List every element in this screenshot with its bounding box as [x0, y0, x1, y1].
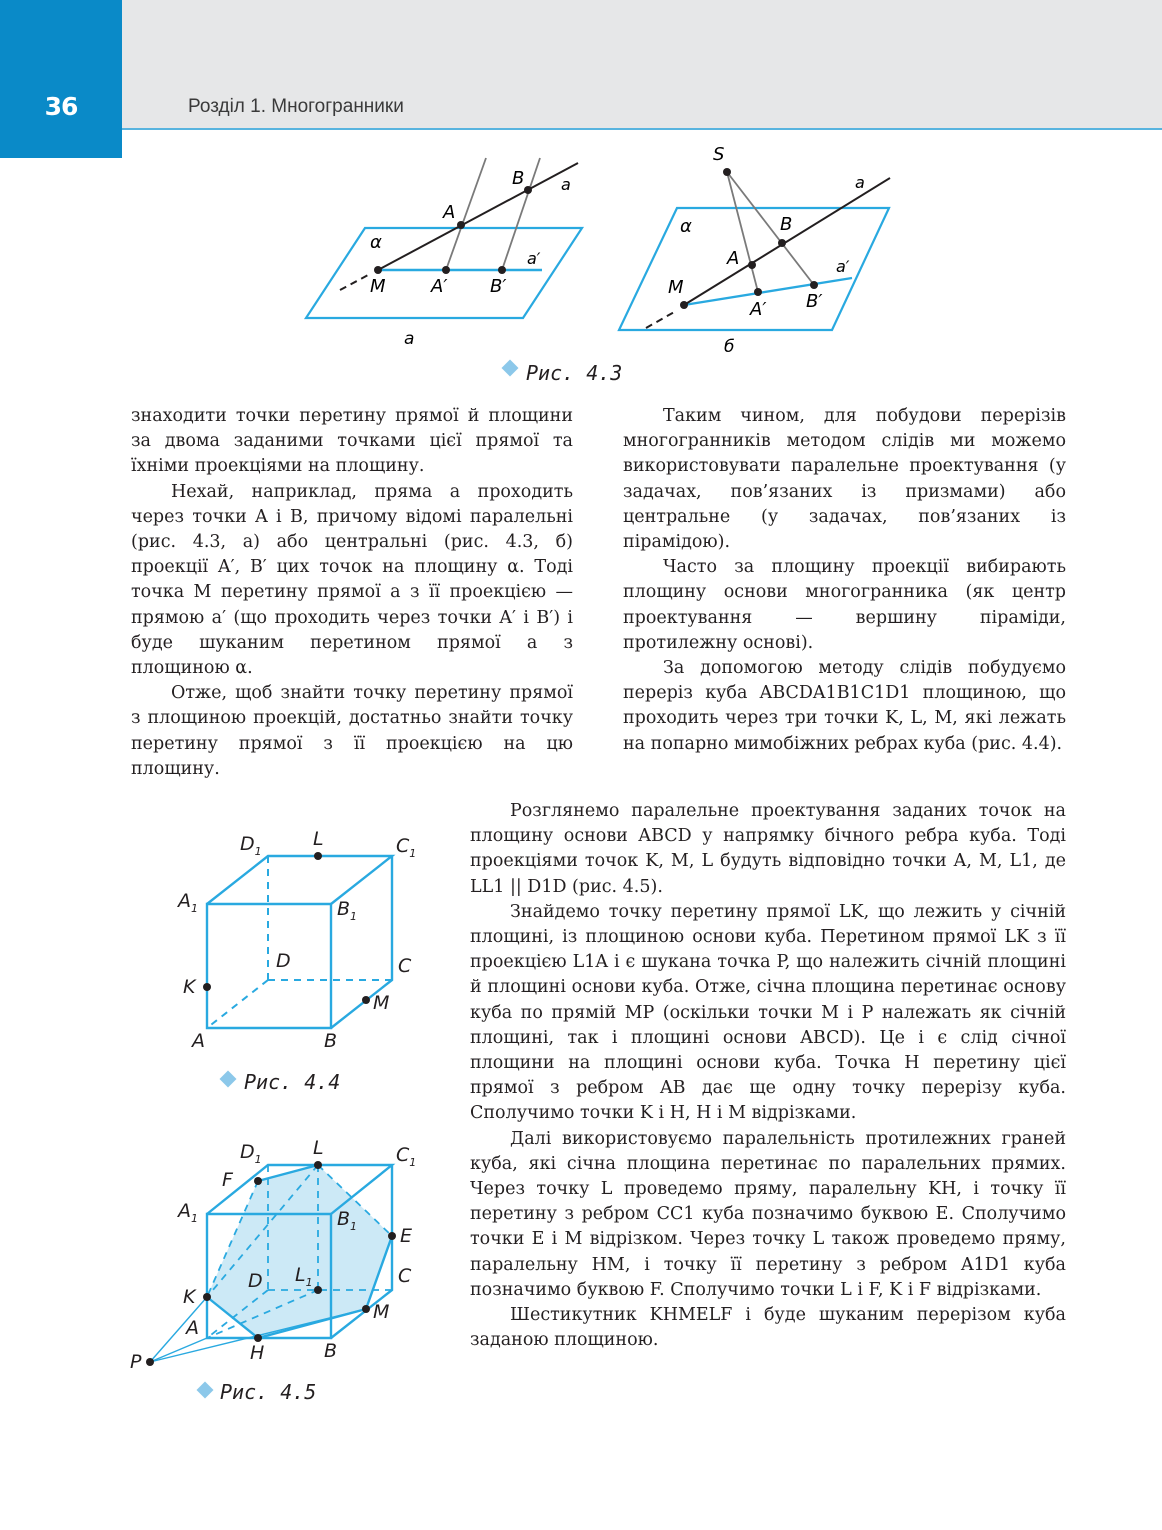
- left-column: [131, 404, 573, 782]
- f44-C: C: [398, 955, 412, 977]
- f44-C1: C: [396, 835, 410, 857]
- f44-A: A: [192, 1030, 205, 1052]
- fig43a-M-label: M: [370, 276, 386, 297]
- f45-B: B: [324, 1340, 338, 1362]
- f44-B: B: [324, 1030, 338, 1052]
- fig43b-B1-label: B′: [806, 291, 823, 312]
- right-column: [623, 404, 1066, 757]
- right-para-2: Часто за площину проекції вибирають площину основи многогранника (як центр проектування — вершину піраміди, протилежну основі).: [623, 557, 1066, 653]
- fig43b-panel-label: б: [724, 337, 735, 357]
- f44-M: M: [373, 992, 390, 1014]
- fig43a-proj-label: a′: [527, 249, 541, 268]
- figure-4-4: [170, 825, 430, 1100]
- main-para-1: Розглянемо паралельне проектування заданих точок на площину основи ABCD у напрямку бічного ребра куба. Тоді проекціями точок K, M, L будуть відповідно точки A, M, L1, де LL1 || D1D (рис. 4.5).: [470, 801, 1066, 897]
- f45-M: M: [373, 1301, 390, 1323]
- left-para-1: знаходити точки перетину прямої й площини за двома заданими точками цієї прямої та їхніми проекціями на площину.: [131, 406, 573, 477]
- f45-B1: B: [337, 1208, 351, 1230]
- fig43-caption: Рис. 4.3: [526, 361, 623, 385]
- fig43b-diagram: [619, 144, 890, 357]
- right-para-3: За допомогою методу слідів побудуємо переріз куба ABCDA1B1C1D1 площиною, що проходить через три точки K, L, M, які лежать на попарно мимобіжних ребрах куба (рис. 4.4).: [623, 658, 1066, 754]
- left-para-2: Нехай, наприклад, пряма a проходить через точки A і B, причому відомі паралельні (рис. 4.3, а) або центральні (рис. 4.3, б) проекції A′, B′ цих точок на площину α. Тоді точка M перетину прямої a з її проекцією — прямою a′ (що проходить через точки A′ і B′) і буде шуканим перетином прямої a з площиною α.: [131, 481, 573, 679]
- f44-B1: B: [337, 898, 351, 920]
- f45-D: D: [248, 1270, 263, 1292]
- figure-4-5: [125, 1135, 430, 1410]
- f45-D1-sub: 1: [254, 1153, 262, 1166]
- fig43b-A1-label: A′: [750, 299, 767, 320]
- caption-diamond-icon: [197, 1382, 214, 1399]
- fig43b-plane-label: α: [680, 216, 692, 237]
- chapter-title: Розділ 1. Многогранники: [188, 96, 404, 117]
- main-para-2: Знайдемо точку перетину прямої LK, що лежить у січній площині, із площиною основи куба. Перетином прямої LK з її проекцією L1A і є шукана точка P, що належить січній площині й площині основи куба. Отже, січна площина перетинає основу куба по прямій MP (оскільки точки M і P належать як січній площині, так і площині основи ABCD). Це і є слід січної площини на площині основи куба. Точка H перетину цієї прямої з ребром AB дає ще одну точку перерізу куба. Сполучимо точки K і H, H і M відрізками.: [470, 901, 1066, 1124]
- f45-C: C: [398, 1265, 412, 1287]
- svg-text:A1: [176, 890, 198, 915]
- fig43a-line-label: a: [561, 175, 571, 194]
- svg-text:B1: [337, 898, 357, 923]
- figure-4-3: [290, 140, 910, 390]
- f45-F: F: [222, 1169, 233, 1191]
- header-rule: [122, 128, 1162, 130]
- svg-text:D1: [240, 1141, 262, 1166]
- fig43a-diagram: [306, 158, 582, 349]
- fig43b-M-label: M: [668, 277, 684, 298]
- main-para-4: Шестикутник KHMELF і буде шуканим перерізом куба заданою площиною.: [470, 1305, 1066, 1351]
- f44-A1-sub: 1: [191, 902, 198, 915]
- f45-L: L: [313, 1137, 324, 1159]
- f45-P: P: [130, 1351, 142, 1373]
- fig43b-line-label: a: [855, 173, 865, 192]
- f45-A1-sub: 1: [191, 1212, 198, 1225]
- main-column: [470, 799, 1066, 1353]
- fig43a-plane-label: α: [370, 232, 382, 253]
- page-number-tab: [0, 0, 122, 158]
- f44-D1-sub: 1: [254, 845, 262, 858]
- f45-H: H: [250, 1342, 265, 1364]
- f44-C1-sub: 1: [409, 847, 417, 860]
- fig44-caption: Рис. 4.4: [244, 1070, 341, 1094]
- caption-diamond-icon: [502, 360, 519, 377]
- f45-B1-sub: 1: [350, 1220, 358, 1233]
- left-para-3: Отже, щоб знайти точку перетину прямої з площиною проекцій, достатньо знайти точку перетину прямої з її проекцією на цю площину.: [131, 683, 573, 779]
- f44-D1: D: [240, 833, 255, 855]
- fig43b-S-label: S: [713, 144, 725, 165]
- f45-A1: A: [178, 1200, 191, 1222]
- right-para-1: Таким чином, для побудови перерізів многогранників методом слідів ми можемо використовувати паралельне проектування (у задачах, пов’язаних із призмами) або центральне (у задачах, пов’язаних із пірамідою).: [623, 406, 1066, 553]
- svg-text:C1: [396, 835, 416, 860]
- f45-A: A: [186, 1317, 199, 1339]
- f45-E: E: [400, 1225, 413, 1247]
- f45-L1-sub: 1: [305, 1276, 313, 1289]
- fig43a-B1-label: B′: [490, 276, 507, 297]
- page-header: [0, 0, 1162, 130]
- page-number: 36: [44, 92, 78, 121]
- svg-text:A1: [176, 1200, 198, 1225]
- fig43b-B-label: B: [780, 214, 793, 235]
- f45-L1: L: [295, 1264, 306, 1286]
- f44-A1: A: [178, 890, 191, 912]
- svg-text:C1: [396, 1144, 416, 1169]
- f45-D1: D: [240, 1141, 255, 1163]
- f44-L: L: [313, 828, 324, 850]
- f44-D: D: [276, 950, 291, 972]
- fig43b-A-label: A: [727, 248, 740, 269]
- fig45-caption: Рис. 4.5: [220, 1380, 317, 1404]
- f44-K: K: [183, 976, 196, 998]
- f44-B1-sub: 1: [350, 910, 358, 923]
- fig43a-panel-label: а: [404, 329, 415, 349]
- f45-C1: C: [396, 1144, 410, 1166]
- main-para-3: Далі використовуємо паралельність протилежних граней куба, які січна площина перетинає по паралельних прямих. Через точку L проведемо пряму, паралельну KH, і точку її перетину з ребром CC1 куба позначимо буквою E. Сполучимо точки E і M відрізком. Через точку L також проведемо пряму, паралельну HM, і точку її перетину з ребром A1D1 куба позначимо буквою F. Сполучимо точки L і F, K і F відрізками.: [470, 1128, 1066, 1300]
- f45-C1-sub: 1: [409, 1156, 417, 1169]
- fig43a-A1-label: A′: [431, 276, 448, 297]
- caption-diamond-icon: [220, 1071, 237, 1088]
- svg-text:D1: [240, 833, 262, 858]
- f45-K: K: [183, 1286, 196, 1308]
- fig43a-B-label: B: [512, 168, 525, 189]
- fig43a-A-label: A: [443, 202, 456, 223]
- fig43b-proj-label: a′: [836, 257, 850, 276]
